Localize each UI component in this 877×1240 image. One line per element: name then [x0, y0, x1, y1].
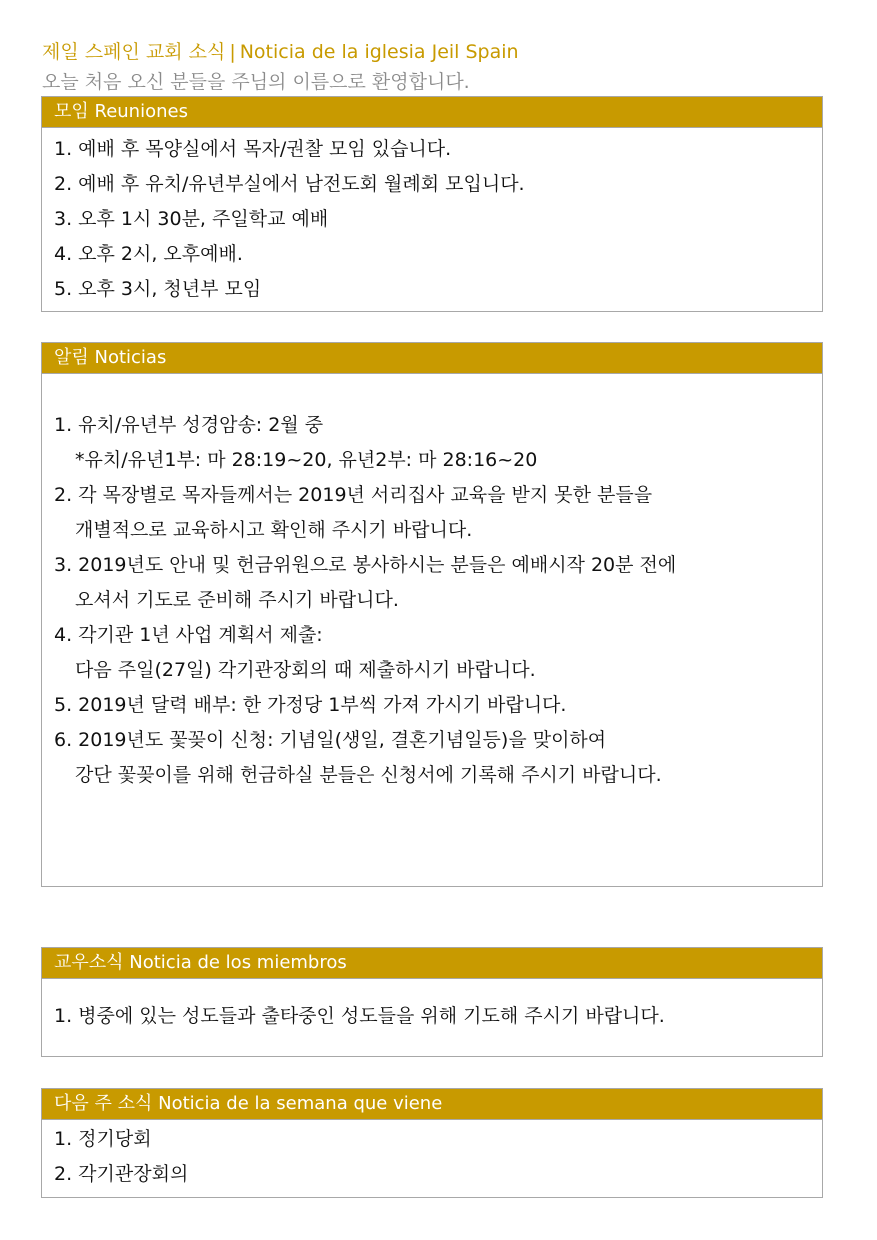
- list-item-continuation: *유치/유년1부: 마 28:19~20, 유년2부: 마 28:16~20: [75, 449, 538, 471]
- section-header-semana: 다음 주 소식 Noticia de la semana que viene: [42, 1089, 822, 1120]
- list-item: 5. 오후 3시, 청년부 모임: [54, 278, 262, 300]
- list-item: 2. 예배 후 유치/유년부실에서 남전도회 월례회 모입니다.: [54, 173, 525, 195]
- section-body-noticias: [42, 374, 822, 793]
- list-item: 1. 유치/유년부 성경암송: 2월 중: [54, 414, 324, 436]
- list-item: 6. 2019년도 꽃꽂이 신청: 기념일(생일, 결혼기념일등)을 맞이하여: [54, 729, 607, 751]
- section-header-miembros: 교우소식 Noticia de los miembros: [42, 948, 822, 979]
- page-title: [42, 37, 519, 64]
- section-semana: [41, 1088, 823, 1198]
- list-item: 5. 2019년 달력 배부: 한 가정당 1부씩 가져 가시기 바랍니다.: [54, 694, 567, 716]
- list-item: 2. 각기관장회의: [54, 1163, 189, 1185]
- section-header-reuniones: 모임 Reuniones: [42, 97, 822, 128]
- list-item: 1. 병중에 있는 성도들과 출타중인 성도들을 위해 기도해 주시기 바랍니다.: [54, 1005, 665, 1027]
- list-item-continuation: 다음 주일(27일) 각기관장회의 때 제출하시기 바랍니다.: [75, 659, 536, 681]
- list-item: 2. 각 목장별로 목자들께서는 2019년 서리집사 교육을 받지 못한 분들을: [54, 484, 653, 506]
- list-item: 3. 오후 1시 30분, 주일학교 예배: [54, 208, 329, 230]
- list-item: 1. 예배 후 목양실에서 목자/권찰 모임 있습니다.: [54, 138, 452, 160]
- title-korean: 제일 스페인 교회 소식: [42, 41, 226, 63]
- list-item: 1. 정기당회: [54, 1128, 152, 1150]
- list-item-continuation: 오셔서 기도로 준비해 주시기 바랍니다.: [75, 589, 399, 611]
- title-spanish: Noticia de la iglesia Jeil Spain: [239, 41, 519, 63]
- section-header-noticias: 알림 Noticias: [42, 343, 822, 374]
- welcome-subtitle: 오늘 처음 오신 분들을 주님의 이름으로 환영합니다.: [42, 71, 470, 93]
- title-separator: |: [229, 41, 236, 63]
- section-body-semana: [42, 1120, 822, 1192]
- section-miembros: [41, 947, 823, 1057]
- list-item: 3. 2019년도 안내 및 헌금위원으로 봉사하시는 분들은 예배시작 20분 전에: [54, 554, 677, 576]
- list-item: 4. 오후 2시, 오후예배.: [54, 243, 243, 265]
- list-item-continuation: 강단 꽃꽂이를 위해 헌금하실 분들은 신청서에 기록해 주시기 바랍니다.: [75, 764, 662, 786]
- section-reuniones: [41, 96, 823, 312]
- section-body-reuniones: [42, 128, 822, 307]
- list-item: 4. 각기관 1년 사업 계획서 제출:: [54, 624, 323, 646]
- section-noticias: [41, 342, 823, 887]
- section-body-miembros: [42, 979, 822, 1034]
- list-item-continuation: 개별적으로 교육하시고 확인해 주시기 바랍니다.: [75, 519, 473, 541]
